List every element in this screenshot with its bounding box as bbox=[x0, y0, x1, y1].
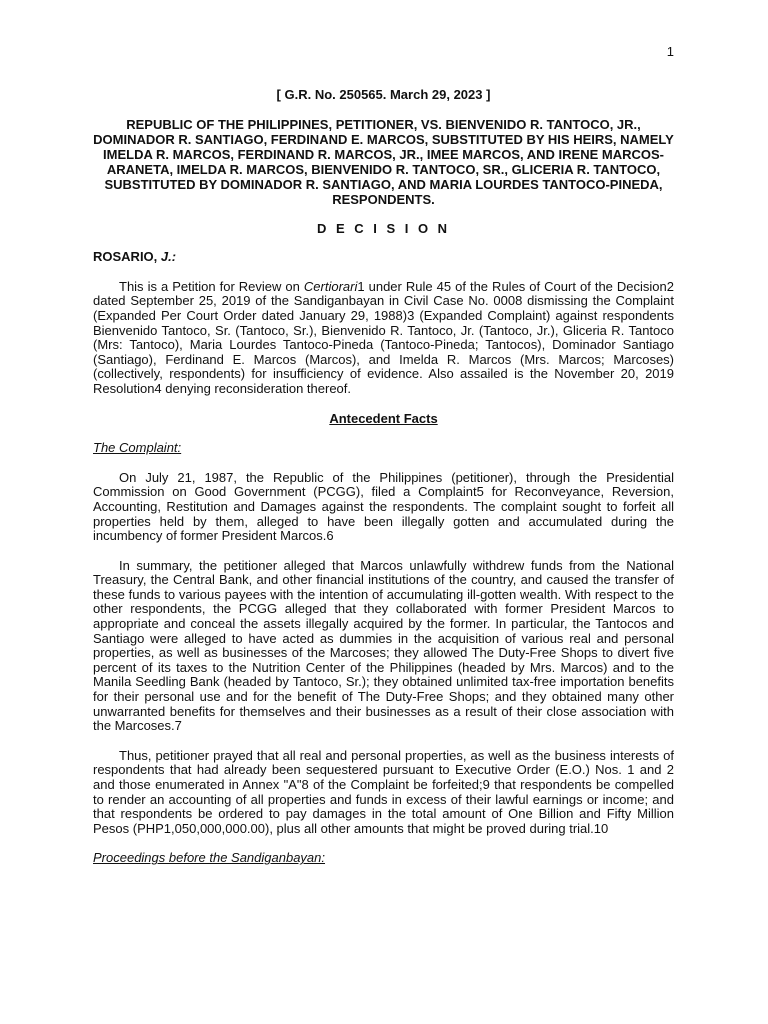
document-body bbox=[93, 88, 674, 881]
decision-heading: D E C I S I O N bbox=[316, 220, 451, 236]
intro-text-rest: 1 under Rule 45 of the Rules of Court of the Decision2 dated September 25, 2019 of the Sandiganbayan in Civil Case No. 0008 dismissing the Complaint (Expanded Per Court Order dated January 29, 1988)3 (Expanded Complaint) against respondents Bienvenido Tantoco, Sr. (Tantoco, Sr.), Bienvenido R. Tantoco, Jr. (Tantoco, Jr.), Gliceria R. Tantoco (Mrs: Tantoco), Maria Lourdes Tantoco-Pineda (Tantoco-Pineda; Tantocos), Dominador Santiago (Santiago), Ferdinand E. Marcos (Marcos), and Imelda R. Marcos (Mrs. Marcos; Marcoses) (collectively, respondents) for insufficiency of evidence. Also assailed is the November 20, 2019 Resolution4 denying reconsideration thereof. bbox=[93, 278, 674, 396]
page-number: 1 bbox=[666, 44, 674, 59]
body-paragraph: Thus, petitioner prayed that all real and personal properties, as well as the business interests of respondents that had already been sequestered pursuant to Executive Order (E.O.) Nos. 1 and 2 and those enumerated in Annex "A"8 of the Complaint be forfeited;9 that respondents be compelled to render an accounting of all properties and funds in excess of their lawful earnings or income; and that respondents be ordered to pay damages in the total amount of One Billion and Fifty Million Pesos (PHP1,050,000,000.00), plus all other amounts that might be proved during trial.10 bbox=[93, 747, 674, 836]
ponente-line bbox=[93, 250, 674, 265]
body-paragraph: On July 21, 1987, the Republic of the Philippines (petitioner), through the Presidential Commission on Good Government (PCGG), filed a Complaint5 for Reconveyance, Reversion, Accounting, Restitution and Damages against the respondents. The complaint sought to forfeit all properties held by them, alleged to have been illegally gotten and accumulated during the incumbency of former President Marcos.6 bbox=[93, 469, 674, 544]
subheading-the-complaint: The Complaint: bbox=[93, 440, 182, 456]
ponente-name: ROSARIO, bbox=[93, 249, 158, 265]
body-paragraph: In summary, the petitioner alleged that Marcos unlawfully withdrew funds from the National Treasury, the Central Bank, and other financial institutions of the country, and caused the transfer of these funds to various payees with the intention of accumulating ill-gotten wealth. With respect to the other respondents, the PCGG alleged that they collaborated with former President Marcos to appropriate and conceal the assets illegally acquired by the former. In particular, the Tantocos and Santiago were alleged to have acted as dummies in the acquisition of various real and personal properties, as well as businesses of the Marcoses; they allowed The Duty-Free Shops to divert five percent of its taxes to the Nutrition Center of the Philippines (headed by Mrs. Marcos) and to the Manila Seedling Bank (headed by Tantoco, Sr.); they obtained unlimited tax-free importation benefits for their personal use and for the benefit of The Duty-Free Shops; and they obtained many other unwarranted benefits for themselves and their businesses as a result of their close association with the Marcoses.7 bbox=[93, 557, 674, 734]
section-heading-antecedent-facts: Antecedent Facts bbox=[329, 410, 438, 426]
intro-text-italic: Certiorari bbox=[303, 278, 358, 294]
intro-paragraph bbox=[93, 280, 674, 397]
case-number-heading: [ G.R. No. 250565. March 29, 2023 ] bbox=[276, 87, 491, 102]
subheading-proceedings: Proceedings before the Sandiganbayan: bbox=[93, 850, 326, 866]
intro-text-start: This is a Petition for Review on bbox=[119, 278, 304, 294]
case-parties-title: REPUBLIC OF THE PHILIPPINES, PETITIONER, VS. BIENVENIDO R. TANTOCO, JR., DOMINADOR R. SANTIAGO, FERDINAND E. MARCOS, SUBSTITUTED BY HIS HEIRS, NAMELY IMELDA R. MARCOS, FERDINAND R. MARCOS, JR., IMEE MARCOS, AND IRENE MARCOS-ARANETA, IMELDA R. MARCOS, BIENVENIDO R. TANTOCO, SR., GLICERIA R. TANTOCO, SUBSTITUTED BY DOMINADOR R. SANTIAGO, AND MARIA LOURDES TANTOCO-PINEDA, RESPONDENTS. bbox=[93, 116, 674, 207]
ponente-title: J.: bbox=[160, 249, 177, 265]
